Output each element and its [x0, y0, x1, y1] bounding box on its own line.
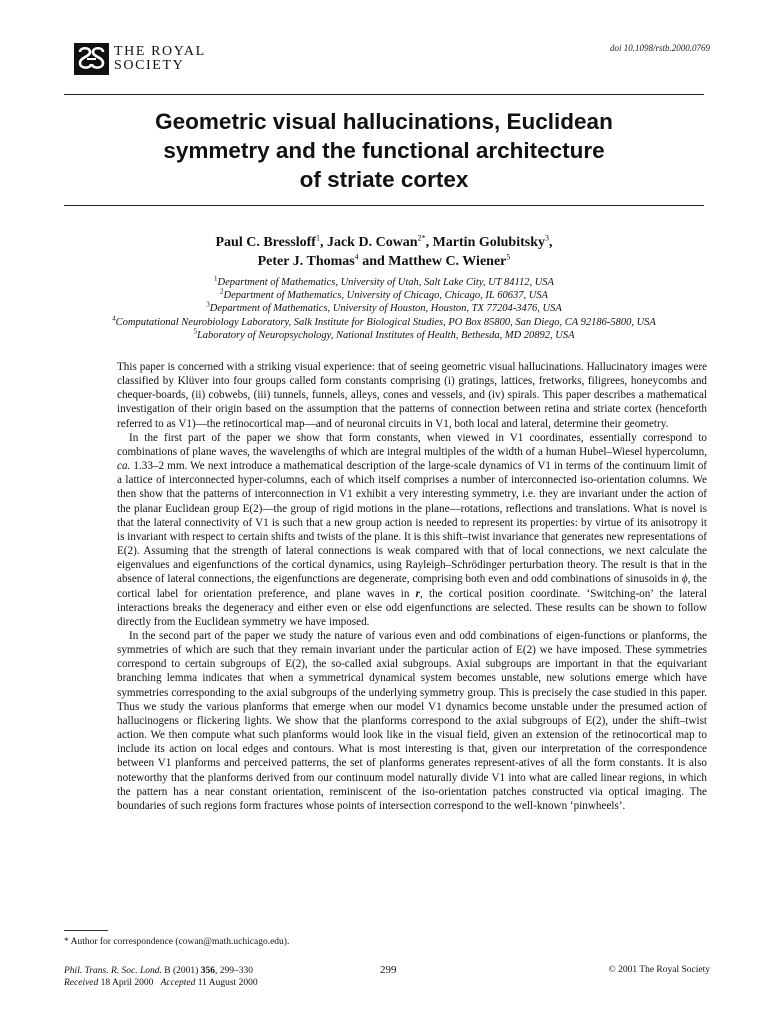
- received-date: 18 April 2000: [98, 978, 154, 988]
- author-golubitsky: Martin Golubitsky: [432, 235, 545, 250]
- affiliation-text: Department of Mathematics, University of Chicago, Chicago, IL 60637, USA: [223, 290, 548, 302]
- journal-name: Phil. Trans. R. Soc. Lond.: [64, 966, 162, 976]
- abstract-text: , the cortical label for orientation preference, and plane waves in: [117, 573, 707, 600]
- author-sup: 1: [315, 233, 320, 243]
- affiliation-sup: 3: [206, 300, 210, 309]
- paper-title: [64, 107, 704, 194]
- math-symbol-phi: ϕ: [681, 573, 688, 586]
- title-rule: [64, 205, 704, 206]
- affiliation-text: Department of Mathematics, University of Houston, Houston, TX 77204-3476, USA: [209, 303, 562, 315]
- affiliation-4: [40, 316, 728, 329]
- royal-society-crest-icon: [74, 43, 109, 75]
- footnote-rule: [64, 930, 108, 931]
- affiliation-5: [40, 329, 728, 342]
- abstract: [117, 360, 707, 813]
- title-line-3: of striate cortex: [299, 167, 469, 192]
- citation-line: [64, 965, 258, 977]
- author-sup: 2*: [417, 233, 426, 243]
- affiliation-list: [40, 276, 728, 342]
- copyright: © 2001 The Royal Society: [608, 965, 710, 975]
- citation-info: [64, 965, 258, 989]
- affiliation-3: [40, 302, 728, 315]
- title-line-1: Geometric visual hallucinations, Euclidean: [155, 109, 613, 134]
- author-sup: 3: [545, 233, 549, 243]
- logo-line-1: THE ROYAL: [114, 44, 206, 59]
- author-sup: 4: [354, 252, 359, 262]
- math-symbol-r: r: [415, 587, 420, 600]
- journal-series: B (2001): [161, 966, 201, 976]
- abstract-text: 1.33–2 mm. We next introduce a mathematical description of the large-scale dynamics of V1 in terms of the continuum limit of a lattice of interconnected hyper-columns, each of which itself comprises a number of interconnected iso-orientation columns. We then show that the patterns of interconnection in V1 exhibit a very interesting symmetry, i.e. they are invariant under the action of the planar Euclidean group E(2)—the group of rigid motions in the plane—rotations, reflections and translations. What is novel is that the lateral connectivity of V1 is such that a new group action is needed to represent its properties: by virtue of its anisotropy it is invariant with respect to certain shifts and twists of the plane. It is this shift–twist invariance that generates new representations of E(2). Assuming that the strength of lateral connections is weak compared with that of local connections, we next calculate the eigenvalues and eigenfunctions of the cortical dynamics, using Rayleigh–Schrödinger perturbation theory. The result is that in the absence of lateral connections, the eigenfunctions are degenerate, comprising both even and odd combinations of sinusoids in: [117, 460, 707, 586]
- author-bressloff: Paul C. Bressloff: [215, 235, 316, 250]
- affiliation-text: Department of Mathematics, University of Utah, Salt Lake City, UT 84112, USA: [217, 277, 554, 288]
- top-rule: [64, 94, 704, 95]
- journal-pages: , 299–330: [214, 966, 253, 976]
- abstract-text: , the cortical position coordinate. ‘Switching-on’ the lateral interactions breaks the degeneracy and either even or else odd eigenfunctions are selected. These results can be shown to follow directly from the Euclidean symmetry we have imposed.: [117, 587, 708, 628]
- royal-society-logo: [74, 43, 206, 75]
- affiliation-text: Laboratory of Neuropsychology, National Institutes of Health, Bethesda, MD 20892, USA: [196, 329, 575, 341]
- abstract-paragraph-1: This paper is concerned with a striking visual experience: that of seeing geometric visual hallucinations. Hallucinatory images were classified by Klüver into four groups called form constants comprising (i) gratings, lattices, fretworks, filigrees, honeycombs and chequer-boards, (ii) cobwebs, (iii) tunnels, funnels, alleys, cones and vessels, and (iv) spirals. This paper describes a mathematical investigation of their origin based on the assumption that the patterns of connection between retina and striate cortex (henceforth referred to as V1)—the retinocortical map—and of neuronal circuits in V1, both local and lateral, determine their geometry.: [117, 361, 707, 430]
- dates-line: [64, 977, 258, 989]
- abstract-paragraph-3: In the second part of the paper we study the nature of various even and odd combinations of eigen-functions or planforms, the symmetries of which are such that they remain invariant under the particular action of E(2) we have imposed. These symmetries correspond to certain subgroups of E(2), the so-called axial subgroups. Axial subgroups are important in that the equivariant branching lemma indicates that when a symmetrical dynamical system becomes unstable, new solutions emerge which have symmetries corresponding to the axial subgroups of the underlying symmetry group. This is precisely the case studied in this paper. Thus we study the various planforms that emerge when our model V1 dynamics become unstable under the presumed action of hallucinogens or flickering lights. We show that the planforms correspond to the axial subgroups of E(2), under the shift–twist action. We then compute what such planforms would look like in the visual field, given an extension of the retinocortical map to include its action on local edges and contours. What is most interesting is that, given our interpretation of the correspondence between V1 planforms and perceived patterns, the set of planforms generates represent-atives of all the form constants. It is also noteworthy that the planforms derived from our continuum model naturally divide V1 into what are called linear regions, in which the pattern has a near constant orientation, reminiscent of the iso-orientation patches constructed via optical imaging. The boundaries of such regions form fractures whose points of intersection correspond to the well-known ‘pinwheels’.: [117, 629, 707, 812]
- accepted-label: Accepted: [160, 978, 196, 988]
- author-line-1: Paul C. Bressloff$^1$, Jack D. Cowan$^{2*}$, Martin Golubitsky$^3$,: [215, 233, 553, 250]
- received-label: Received: [64, 978, 99, 988]
- accepted-date: 11 August 2000: [195, 978, 258, 988]
- affiliation-sup: 1: [214, 274, 218, 283]
- logo-wordmark: [114, 45, 206, 73]
- affiliation-text: Computational Neurobiology Laboratory, Salk Institute for Biological Studies, PO Box 85800, San Diego, CA 92186-5800, USA: [115, 316, 656, 328]
- affiliation-1: [40, 276, 728, 289]
- doi-link[interactable]: doi 10.1098/rstb.2000.0769: [609, 43, 710, 53]
- affiliation-sup: 4: [112, 314, 116, 323]
- affiliation-2: [40, 289, 728, 302]
- abstract-paragraph-2: [117, 431, 707, 629]
- page-number: 299: [380, 964, 397, 976]
- author-thomas: Peter J. Thomas: [257, 254, 355, 269]
- abstract-text: In the first part of the paper we show that form constants, when viewed in V1 coordinates, essentially correspond to combinations of plane waves, the wavelengths of which are integral multiples of the width of a human Hubel–Wiesel hypercolumn,: [117, 431, 707, 458]
- logo-line-2: SOCIETY: [114, 58, 185, 73]
- author-wiener: Matthew C. Wiener: [388, 254, 507, 269]
- author-list: [64, 233, 704, 271]
- author-cowan: Jack D. Cowan: [326, 235, 418, 250]
- affiliation-sup: 2: [220, 287, 224, 296]
- title-line-2: symmetry and the functional architecture: [163, 138, 605, 163]
- correspondence-footnote: * Author for correspondence (cowan@math.uchicago.edu).: [64, 937, 290, 947]
- author-sup: 5: [506, 252, 511, 262]
- affiliation-sup: 5: [193, 327, 197, 336]
- abstract-italic: ca.: [117, 460, 131, 473]
- journal-volume: 356: [200, 966, 215, 976]
- author-line-2: Peter J. Thomas$^4$ and Matthew C. Wiener$^5$: [257, 252, 511, 269]
